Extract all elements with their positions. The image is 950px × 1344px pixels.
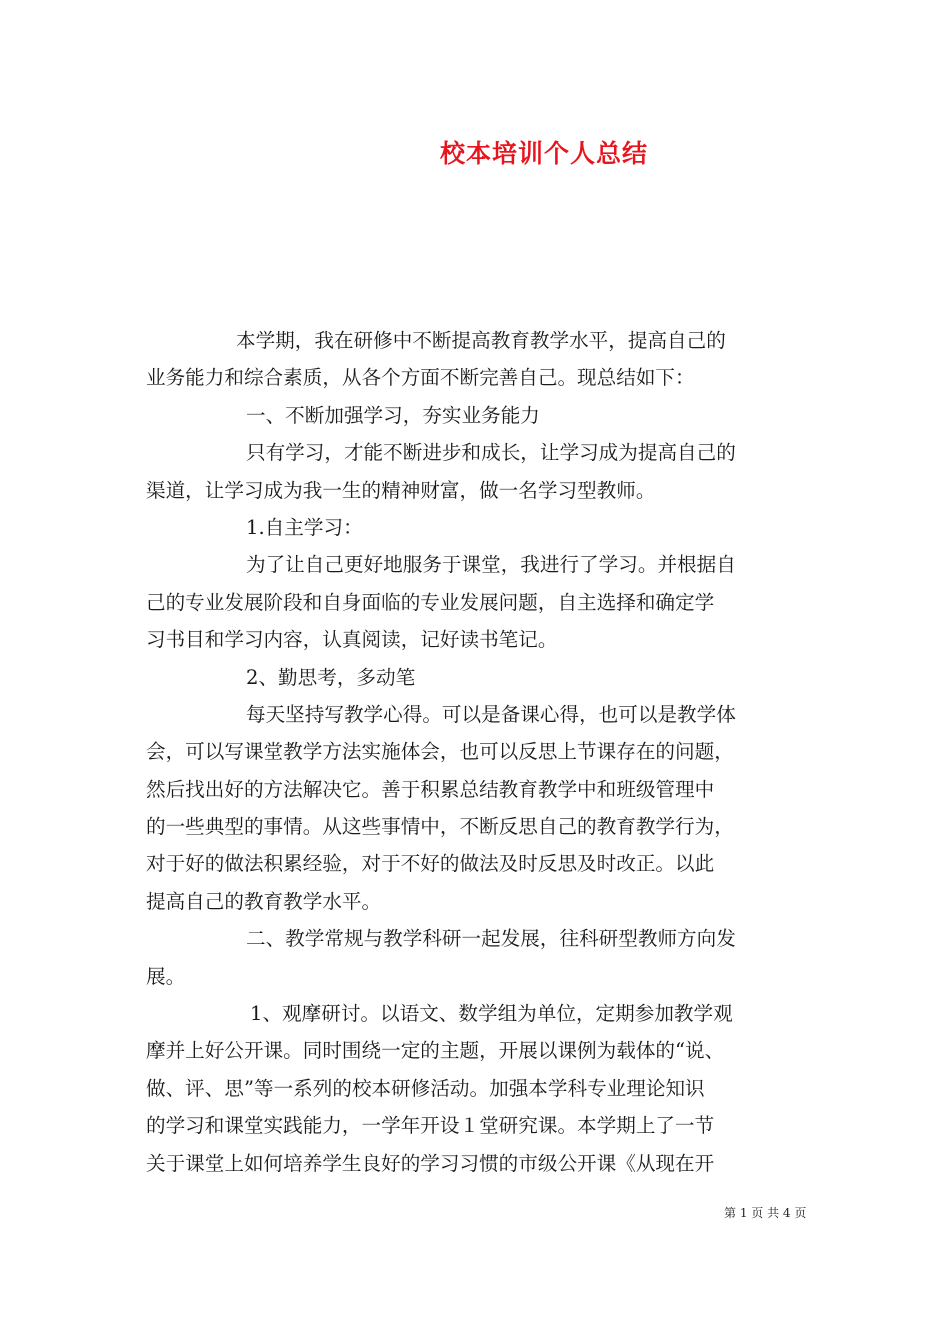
document-body	[146, 322, 808, 1182]
paragraph-line: 只有学习，才能不断进步和成长，让学习成为提高自己的	[246, 441, 736, 465]
paragraph-line: 然后找出好的方法解决它。善于积累总结教育教学中和班级管理中	[146, 777, 715, 801]
paragraph-line: 关于课堂上如何培养学生良好的学习习惯的市级公开课《从现在开	[146, 1151, 715, 1175]
paragraph-line: 会，可以写课堂教学方法实施体会，也可以反思上节课存在的问题，	[146, 740, 734, 764]
subsection-heading: 2、勤思考，多动笔	[246, 665, 416, 689]
paragraph-line: 业务能力和综合素质，从各个方面不断完善自己。现总结如下：	[146, 366, 695, 390]
paragraph-line: 己的专业发展阶段和自身面临的专业发展问题，自主选择和确定学	[146, 590, 715, 614]
section-heading: 二、教学常规与教学科研一起发展，往科研型教师方向发	[246, 927, 736, 951]
section-heading: 一、不断加强学习，夯实业务能力	[246, 403, 540, 427]
document-title: 校本培训个人总结	[440, 139, 649, 168]
paragraph-line: 本学期，我在研修中不断提高教育教学水平，提高自己的	[236, 329, 726, 352]
paragraph-line: 的学习和课堂实践能力，一学年开设１堂研究课。本学期上了一节	[146, 1114, 715, 1138]
paragraph-line: 渠道，让学习成为我一生的精神财富，做一名学习型教师。	[146, 478, 656, 502]
paragraph-line: 做、评、思”等一系列的校本研修活动。加强本学科专业理论知识	[146, 1076, 705, 1100]
paragraph-line: 的一些典型的事情。从这些事情中，不断反思自己的教育教学行为，	[146, 815, 734, 839]
subsection-heading: 1.自主学习：	[246, 515, 363, 539]
paragraph-line: 每天坚持写教学心得。可以是备课心得，也可以是教学体	[246, 702, 736, 726]
paragraph-line: 摩并上好公开课。同时围绕一定的主题，开展以课例为载体的“说、	[146, 1039, 725, 1063]
paragraph-line: 对于好的做法积累经验，对于不好的做法及时反思及时改正。以此	[146, 852, 715, 876]
paragraph-line: 为了让自己更好地服务于课堂，我进行了学习。并根据自	[246, 553, 736, 577]
page-number-footer: 第 1 页 共 4 页	[724, 1206, 807, 1220]
paragraph-line: 习书目和学习内容，认真阅读，记好读书笔记。	[146, 628, 558, 652]
paragraph-line: 提高自己的教育教学水平。	[146, 889, 382, 913]
paragraph-line: 1、观摩研讨。以语文、数学组为单位，定期参加教学观	[250, 1002, 733, 1026]
section-heading-continued: 展。	[146, 964, 186, 988]
